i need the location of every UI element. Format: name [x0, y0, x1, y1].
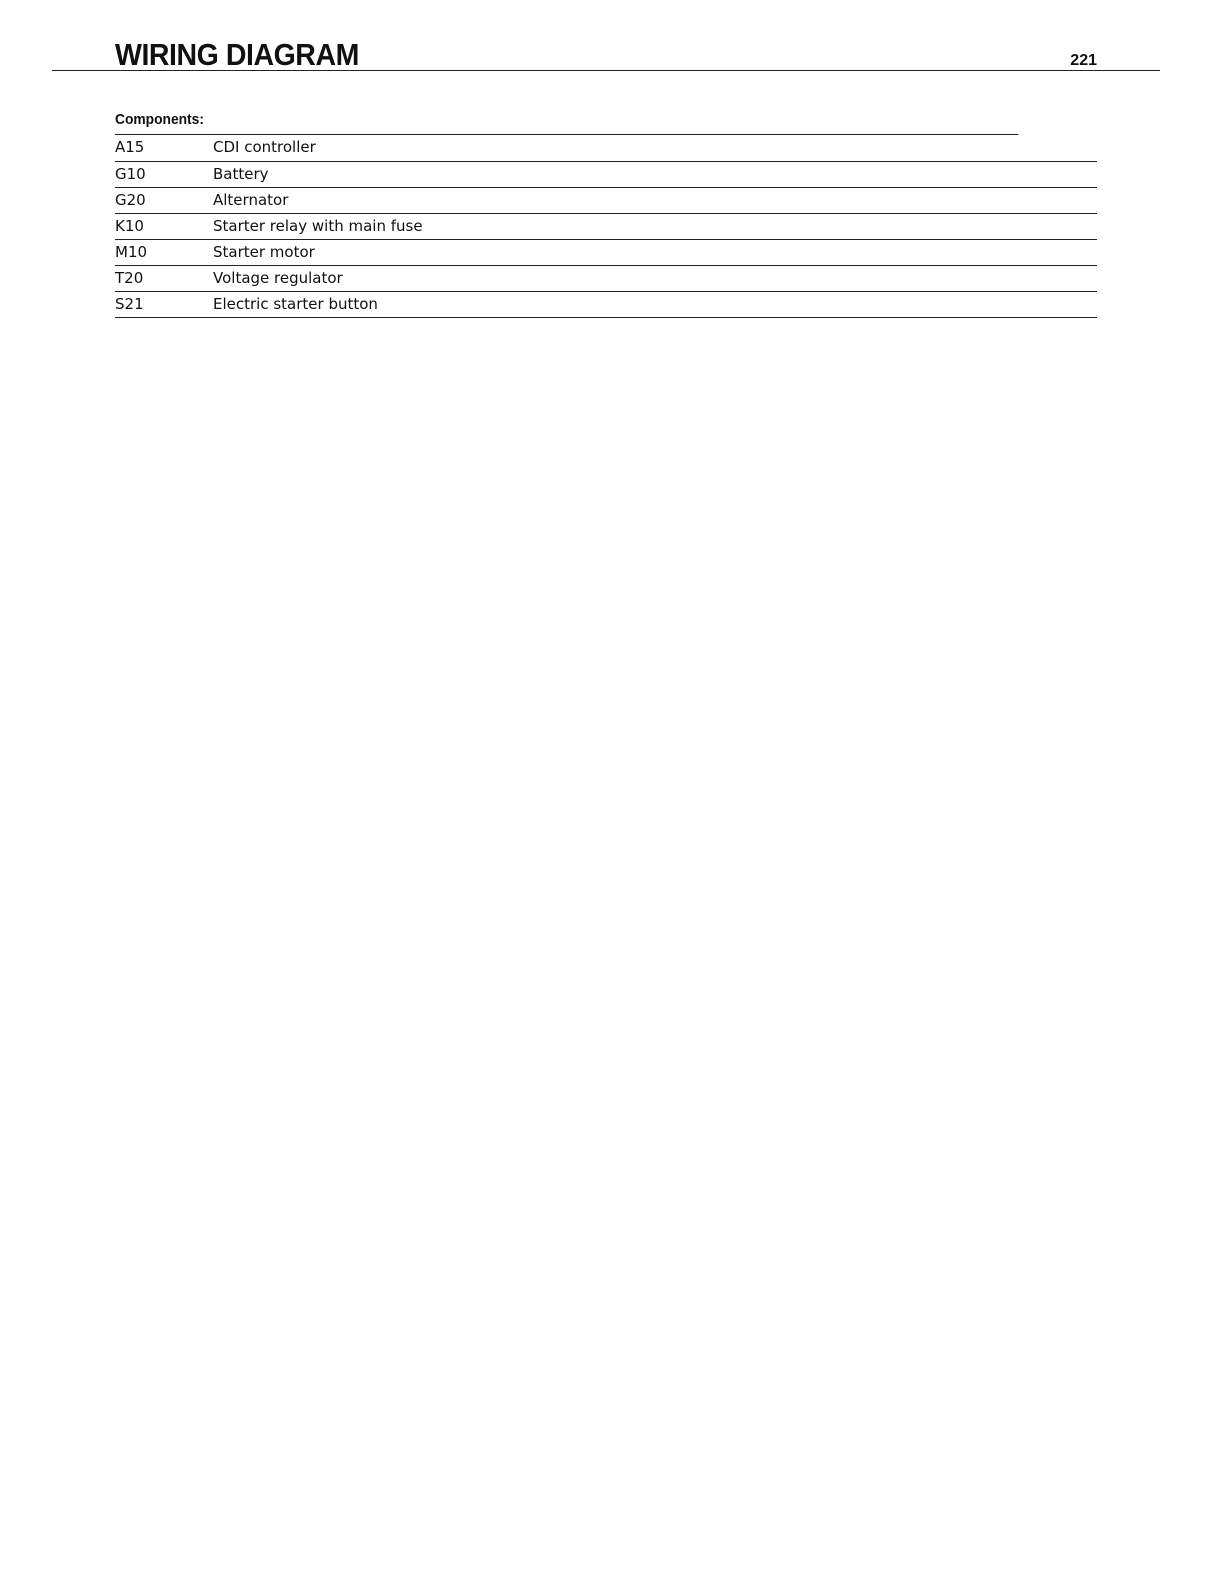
table-row	[115, 135, 1097, 161]
component-code: K10	[115, 216, 144, 235]
page-number: 221	[1070, 52, 1097, 69]
component-code: G10	[115, 164, 146, 183]
components-heading: Components:	[115, 110, 1018, 135]
component-description: Starter relay with main fuse	[213, 216, 423, 235]
component-code: T20	[115, 268, 144, 287]
page-header	[52, 34, 1160, 71]
component-description: Electric starter button	[213, 294, 378, 313]
table-row	[115, 187, 1097, 213]
table-row	[115, 291, 1097, 317]
components-section	[115, 110, 1097, 318]
component-description: CDI controller	[213, 138, 316, 157]
table-row	[115, 239, 1097, 265]
components-table	[115, 135, 1097, 318]
component-description: Battery	[213, 164, 269, 183]
component-code: M10	[115, 242, 148, 261]
component-code: G20	[115, 190, 146, 209]
component-description: Alternator	[213, 190, 289, 209]
table-row	[115, 161, 1097, 187]
table-row	[115, 265, 1097, 291]
component-description: Starter motor	[213, 242, 315, 261]
table-row	[115, 213, 1097, 239]
component-code: A15	[115, 138, 145, 157]
component-code: S21	[115, 294, 144, 313]
component-description: Voltage regulator	[213, 268, 343, 287]
page-title: WIRING DIAGRAM	[115, 37, 359, 72]
